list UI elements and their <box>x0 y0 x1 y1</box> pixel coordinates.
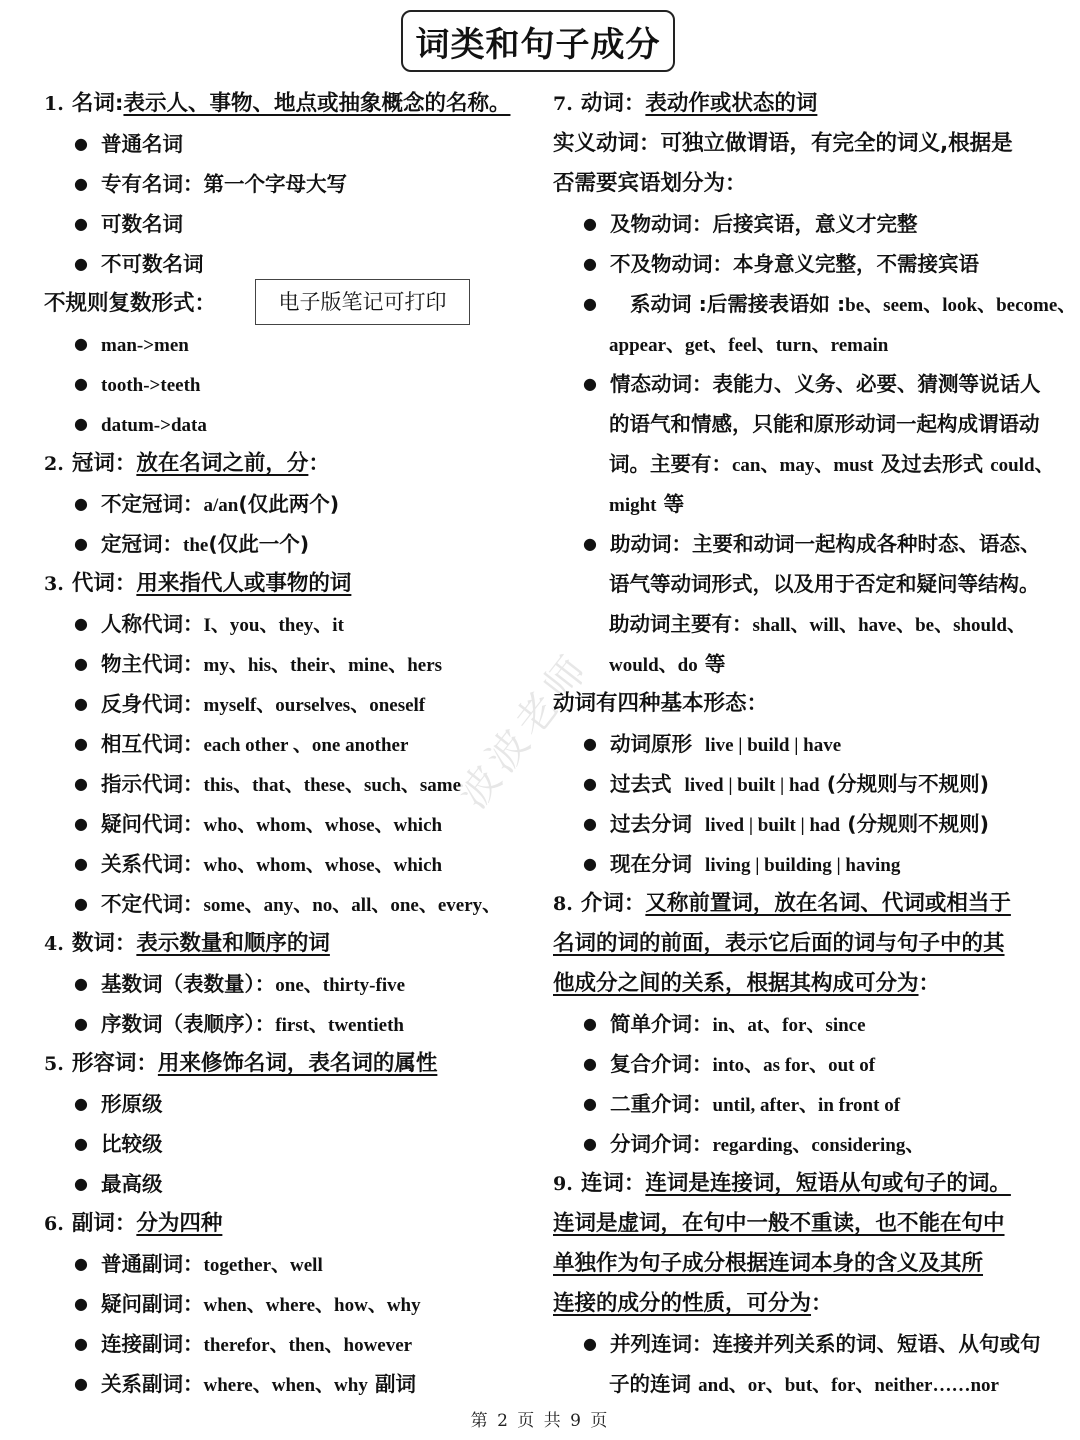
list-item: ● 二重介词：until, after、in front of <box>553 1084 1053 1124</box>
list-item: ● 最高级 <box>44 1164 534 1204</box>
list-item: ● 形原级 <box>44 1084 534 1124</box>
list-item: ● 普通名词 <box>44 124 534 164</box>
list-item: ● 物主代词：my、his、their、mine、hers <box>44 644 534 684</box>
section-heading-numeral: 4. 数词：表示数量和顺序的词 <box>44 931 330 956</box>
left-column <box>44 84 534 1404</box>
list-item: ● 关系副词：where、when、why 副词 <box>44 1364 534 1404</box>
list-item-continuation: 语气等动词形式，以及用于否定和疑问等结构。 <box>609 572 1040 596</box>
list-item-continuation: might 等 <box>609 492 685 516</box>
paragraph-line: 他成分之间的关系，根据其构成可分为： <box>553 971 941 996</box>
list-item: ● 人称代词：I、you、they、it <box>44 604 534 644</box>
section-heading-pronoun: 3. 代词：用来指代人或事物的词 <box>44 571 352 596</box>
list-item-continuation: 词。主要有：can、may、must 及过去形式 could、 <box>609 452 1054 476</box>
list-item: ● 连接副词：therefor、then、however <box>44 1324 534 1364</box>
list-item: ● 现在分词 living | building | having <box>553 844 1053 884</box>
printable-notes-stamp: 电子版笔记可打印 <box>255 279 470 325</box>
section-heading-article: 2. 冠词：放在名词之前，分： <box>44 451 330 476</box>
verb-forms-label: 动词有四种基本形态： <box>553 691 769 716</box>
list-item: ● 比较级 <box>44 1124 534 1164</box>
list-item: ● 过去分词 lived | built | had (分规则不规则) <box>553 804 1053 844</box>
section-heading-noun: 1. 名词:表示人、事物、地点或抽象概念的名称。 <box>44 91 511 116</box>
list-item: ● 相互代词：each other 、one another <box>44 724 534 764</box>
section-heading-adjective: 5. 形容词：用来修饰名词，表名词的属性 <box>44 1051 438 1076</box>
list-item-continuation: 的语气和情感，只能和原形动词一起构成谓语动 <box>609 412 1040 436</box>
page-footer: 第 2 页 共 9 页 <box>470 1411 610 1431</box>
list-item: ● 专有名词：第一个字母大写 <box>44 164 534 204</box>
list-item-continuation: 子的连词 and、or、but、for、neither……nor <box>609 1372 999 1396</box>
list-item: ● 简单介词：in、at、for、since <box>553 1004 1053 1044</box>
list-item-continuation: appear、get、feel、turn、remain <box>609 335 889 356</box>
list-item: ● 分词介词：regarding、considering、 <box>553 1124 1053 1164</box>
paragraph-line: 连接的成分的性质，可分为： <box>553 1291 833 1316</box>
list-item: ● 疑问代词：who、whom、whose、which <box>44 804 534 844</box>
list-item: ● 指示代词：this、that、these、such、same <box>44 764 534 804</box>
paragraph-line: 实义动词：可独立做谓语，有完全的词义,根据是 <box>553 131 1013 156</box>
list-item: ● 疑问副词：when、where、how、why <box>44 1284 534 1324</box>
list-item: ● 情态动词：表能力、义务、必要、猜测等说话人 <box>553 364 1053 404</box>
list-item: ● 基数词（表数量）：one、thirty-five <box>44 964 534 1004</box>
section-heading-adverb: 6. 副词：分为四种 <box>44 1211 223 1236</box>
list-item: ● 关系代词：who、whom、whose、which <box>44 844 534 884</box>
list-item: ● 序数词（表顺序）：first、twentieth <box>44 1004 534 1044</box>
list-item-continuation: would、do 等 <box>609 652 726 676</box>
list-item: ● 反身代词：myself、ourselves、oneself <box>44 684 534 724</box>
list-item: ● tooth->teeth <box>44 364 534 404</box>
section-heading-conjunction: 9. 连词：连词是连接词，短语从句或句子的词。 <box>553 1171 1011 1196</box>
paragraph-line: 单独作为句子成分根据连词本身的含义及其所 <box>553 1251 984 1276</box>
list-item: ● 不定冠词：a/an(仅此两个) <box>44 484 534 524</box>
list-item: ● 不及物动词：本身意义完整，不需接宾语 <box>553 244 1053 284</box>
irregular-plural-label: 不规则复数形式： <box>44 291 217 316</box>
section-heading-preposition: 8. 介词：又称前置词，放在名词、代词或相当于 <box>553 891 1011 916</box>
list-item: ● 系动词 :后需接表语如 :be、seem、look、become、 <box>553 284 1053 324</box>
page-title: 词类和句子成分 <box>401 10 675 72</box>
list-item: ● 及物动词：后接宾语，意义才完整 <box>553 204 1053 244</box>
paragraph-line: 名词的词的前面，表示它后面的词与句子中的其 <box>553 931 1005 956</box>
list-item: ● 助动词：主要和动词一起构成各种时态、语态、 <box>553 524 1053 564</box>
list-item: ● man->men <box>44 324 534 364</box>
list-item-continuation: 助动词主要有：shall、will、have、be、should、 <box>609 612 1026 636</box>
paragraph-line: 连词是虚词，在句中一般不重读，也不能在句中 <box>553 1211 1005 1236</box>
list-item: ● datum->data <box>44 404 534 444</box>
right-column <box>553 84 1077 1404</box>
list-item: ● 动词原形 live | build | have <box>553 724 1053 764</box>
list-item: ● 过去式 lived | built | had (分规则与不规则) <box>553 764 1053 804</box>
list-item: ● 复合介词：into、as for、out of <box>553 1044 1053 1084</box>
list-item: ● 不可数名词 <box>44 244 534 284</box>
watermark: 波波老师 <box>449 643 600 818</box>
list-item: ● 普通副词：together、well <box>44 1244 534 1284</box>
list-item: ● 定冠词：the(仅此一个) <box>44 524 534 564</box>
list-item: ● 不定代词：some、any、no、all、one、every、 <box>44 884 534 924</box>
section-heading-verb: 7. 动词：表动作或状态的词 <box>553 91 818 116</box>
list-item: ● 并列连词：连接并列关系的词、短语、从句或句 <box>553 1324 1053 1364</box>
list-item: ● 可数名词 <box>44 204 534 244</box>
paragraph-line: 否需要宾语划分为： <box>553 171 747 196</box>
